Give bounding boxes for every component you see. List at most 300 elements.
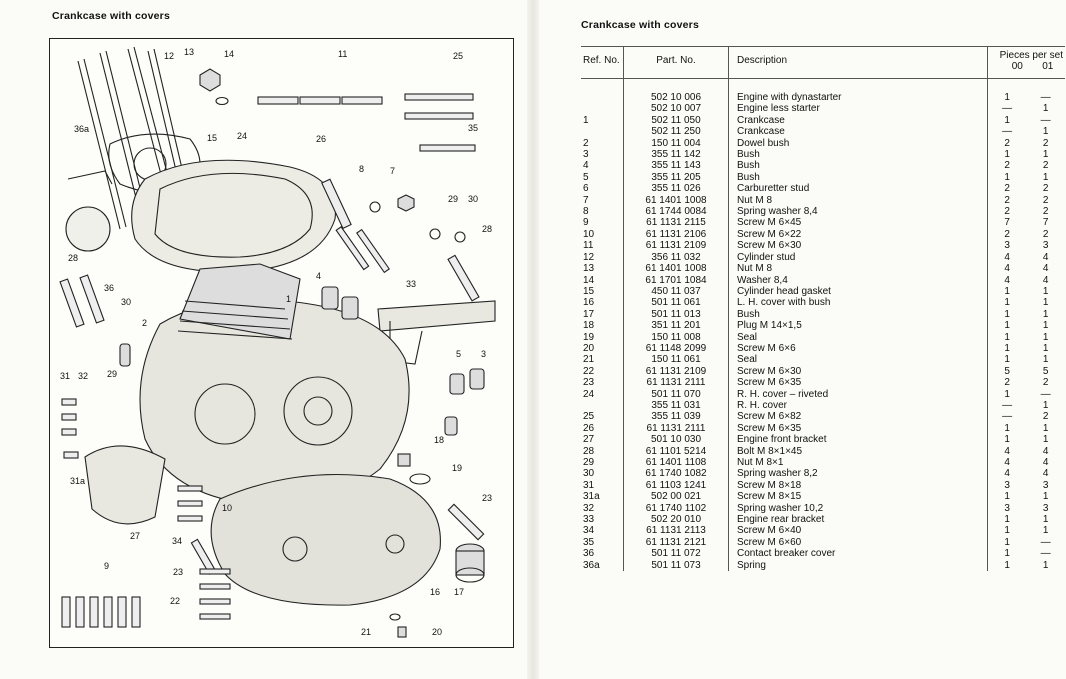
qty-00-cell: 2 xyxy=(1004,160,1010,172)
part-no-cell: 501 11 061 xyxy=(624,297,729,308)
table-row xyxy=(581,172,1065,183)
part-no-cell: 502 11 250 xyxy=(624,126,729,137)
table-row xyxy=(581,286,1065,297)
description-cell: Screw M 6×30 xyxy=(729,240,988,251)
description-cell: Screw M 6×45 xyxy=(729,217,988,228)
table-row xyxy=(581,366,1065,377)
callout-label: 30 xyxy=(468,194,479,204)
exploded-diagram xyxy=(49,38,514,648)
part-no-cell: 61 1740 1082 xyxy=(624,468,729,479)
ref-no-cell: 29 xyxy=(581,457,624,468)
part-no-cell: 355 11 143 xyxy=(624,160,729,171)
part-no-cell: 501 11 072 xyxy=(624,548,729,559)
ref-no-cell: 15 xyxy=(581,286,624,297)
ref-no-cell: 30 xyxy=(581,468,624,479)
part-no-cell: 61 1101 5214 xyxy=(624,446,729,457)
description-cell: Nut M 8 xyxy=(729,195,988,206)
qty-00-cell: — xyxy=(1002,399,1013,411)
callout-label: 9 xyxy=(104,561,110,571)
right-page xyxy=(540,0,1066,679)
ref-no-cell: 16 xyxy=(581,297,624,308)
qty-00-cell: 2 xyxy=(1004,377,1010,389)
ref-no-cell: 31 xyxy=(581,480,624,491)
qty-01-cell: 1 xyxy=(1042,149,1049,161)
table-row xyxy=(581,79,1065,104)
callout-label: 13 xyxy=(184,47,195,57)
qty-01-cell: 2 xyxy=(1042,206,1049,218)
qty-00-cell: 3 xyxy=(1004,479,1010,491)
qty-00-cell: 1 xyxy=(1004,308,1010,320)
table-row xyxy=(581,263,1065,274)
description-header: Description xyxy=(729,47,988,79)
table-row xyxy=(581,480,1065,491)
qty-00-cell: 4 xyxy=(1004,251,1010,263)
qty-00-cell: 4 xyxy=(1004,468,1010,480)
qty-00-cell: 1 xyxy=(1004,491,1010,503)
table-header-row xyxy=(581,47,1065,79)
part-no-cell: 502 20 010 xyxy=(624,514,729,525)
ref-no-cell: 13 xyxy=(581,263,624,274)
callout-label: 36 xyxy=(104,283,115,293)
qty-00-cell: 1 xyxy=(1004,285,1010,297)
part-no-cell: 61 1148 2099 xyxy=(624,343,729,354)
description-cell: Contact breaker cover xyxy=(729,548,988,559)
ref-no-cell: 35 xyxy=(581,537,624,548)
part-no-cell: 61 1131 2106 xyxy=(624,229,729,240)
ref-no-cell: 12 xyxy=(581,252,624,263)
table-row xyxy=(581,217,1065,228)
part-no-cell: 61 1131 2109 xyxy=(624,240,729,251)
ref-no-cell: 31a xyxy=(581,491,624,502)
part-no-cell: 355 11 026 xyxy=(624,183,729,194)
table-row xyxy=(581,229,1065,240)
table-row xyxy=(581,115,1065,126)
callout-label: 25 xyxy=(453,51,464,61)
part-no-cell: 501 10 030 xyxy=(624,434,729,445)
description-cell: Screw M 6×6 xyxy=(729,343,988,354)
table-row xyxy=(581,457,1065,468)
description-cell: Cylinder head gasket xyxy=(729,286,988,297)
callout-label: 36a xyxy=(74,124,90,134)
part-no-cell: 502 10 007 xyxy=(624,103,729,114)
qty-00-cell: 1 xyxy=(1004,171,1010,183)
ref-no-cell: 19 xyxy=(581,332,624,343)
description-cell: Screw M 6×22 xyxy=(729,229,988,240)
callout-label: 27 xyxy=(130,531,141,541)
qty-01-cell: 1 xyxy=(1042,514,1049,526)
qty-00-cell: 1 xyxy=(1004,320,1010,332)
description-cell: L. H. cover with bush xyxy=(729,297,988,308)
ref-no-cell: 18 xyxy=(581,320,624,331)
ref-no-cell: 27 xyxy=(581,434,624,445)
qty-01-cell: — xyxy=(1040,92,1051,103)
callout-label: 32 xyxy=(78,371,89,381)
ref-no-cell: 4 xyxy=(581,160,624,171)
ref-no-cell: 20 xyxy=(581,343,624,354)
ref-no-cell: 33 xyxy=(581,514,624,525)
description-cell: Crankcase xyxy=(729,126,988,137)
qty-01-cell: — xyxy=(1040,114,1051,126)
callout-label: 7 xyxy=(390,166,396,176)
qty-01-cell: 1 xyxy=(1042,559,1049,571)
part-no-cell: 355 11 039 xyxy=(624,411,729,422)
callout-label: 26 xyxy=(316,134,327,144)
callout-label: 29 xyxy=(107,369,118,379)
qty-00-cell: 3 xyxy=(1004,502,1010,514)
callout-label: 19 xyxy=(452,463,463,473)
description-cell: Engine rear bracket xyxy=(729,514,988,525)
qty-01-cell: 2 xyxy=(1042,411,1049,423)
table-row xyxy=(581,126,1065,137)
description-cell: Screw M 8×15 xyxy=(729,491,988,502)
part-no-cell: 355 11 142 xyxy=(624,149,729,160)
qty-00-cell: 1 xyxy=(1004,388,1010,400)
callout-label: 17 xyxy=(454,587,465,597)
ref-no-cell: 32 xyxy=(581,503,624,514)
qty-01-cell: 1 xyxy=(1042,126,1049,138)
qty-00-cell: 5 xyxy=(1004,365,1010,377)
callout-label: 23 xyxy=(173,567,184,577)
qty-01-cell: 1 xyxy=(1042,331,1049,343)
qty-01-cell: 1 xyxy=(1042,308,1049,320)
description-cell: Screw M 6×30 xyxy=(729,366,988,377)
table-row xyxy=(581,400,1065,411)
qty-01-cell: 2 xyxy=(1042,194,1049,206)
pieces-per-set-label: Pieces per set xyxy=(999,50,1063,61)
callout-label: 31a xyxy=(70,476,86,486)
part-no-cell: 502 11 050 xyxy=(624,115,729,126)
qty-00-cell: — xyxy=(1002,411,1013,423)
table-row xyxy=(581,503,1065,514)
variant-00-header: 00 xyxy=(1011,60,1023,72)
table-row xyxy=(581,297,1065,308)
table-row xyxy=(581,183,1065,194)
ref-no-cell: 28 xyxy=(581,446,624,457)
engine-exploded-view xyxy=(50,39,513,647)
variant-01-header: 01 xyxy=(1042,60,1054,72)
qty-01-cell: 1 xyxy=(1042,525,1049,537)
table-row xyxy=(581,149,1065,160)
left-page xyxy=(0,0,520,679)
ref-no-cell xyxy=(581,103,624,114)
callout-label: 29 xyxy=(448,194,459,204)
table-row xyxy=(581,160,1065,171)
table-row xyxy=(581,103,1065,114)
table-row xyxy=(581,275,1065,286)
table-row xyxy=(581,377,1065,388)
table-row xyxy=(581,423,1065,434)
description-cell: Bush xyxy=(729,160,988,171)
ref-no-cell: 6 xyxy=(581,183,624,194)
part-no-cell: 61 1131 2111 xyxy=(624,423,729,434)
qty-00-cell: 1 xyxy=(1004,342,1010,354)
callout-label: 5 xyxy=(456,349,462,359)
qty-01-cell: 1 xyxy=(1042,342,1049,354)
parts-table xyxy=(581,46,1065,571)
qty-01-cell: 1 xyxy=(1042,285,1049,297)
part-no-cell: 356 11 032 xyxy=(624,252,729,263)
part-no-cell: 502 00 021 xyxy=(624,491,729,502)
description-cell: Seal xyxy=(729,332,988,343)
description-cell: Screw M 6×60 xyxy=(729,537,988,548)
description-cell: Screw M 6×82 xyxy=(729,411,988,422)
description-cell: Nut M 8×1 xyxy=(729,457,988,468)
description-cell: Screw M 6×40 xyxy=(729,525,988,536)
qty-01-cell: 4 xyxy=(1042,274,1049,286)
qty-00-cell: 2 xyxy=(1004,194,1010,206)
part-no-cell: 61 1701 1084 xyxy=(624,275,729,286)
qty-01-cell: 1 xyxy=(1042,422,1049,434)
table-row xyxy=(581,138,1065,149)
description-cell: Screw M 8×18 xyxy=(729,480,988,491)
table-row xyxy=(581,537,1065,548)
callout-label: 31 xyxy=(60,371,71,381)
callout-label: 11 xyxy=(338,49,348,59)
description-cell: Bolt M 8×1×45 xyxy=(729,446,988,457)
qty-01-cell: 4 xyxy=(1042,457,1049,468)
ref-no-header: Ref. No. xyxy=(581,47,624,79)
ref-no-cell: 24 xyxy=(581,389,624,400)
qty-00-cell: 1 xyxy=(1004,559,1010,571)
qty-00-cell: — xyxy=(1002,103,1013,115)
part-no-cell: 450 11 037 xyxy=(624,286,729,297)
callout-label: 30 xyxy=(121,297,132,307)
callout-label: 23 xyxy=(482,493,493,503)
qty-00-cell: 2 xyxy=(1004,206,1010,218)
qty-01-cell: 7 xyxy=(1042,217,1049,229)
part-no-cell: 501 11 070 xyxy=(624,389,729,400)
qty-01-cell: — xyxy=(1040,548,1051,560)
ref-no-cell: 5 xyxy=(581,172,624,183)
ref-no-cell: 22 xyxy=(581,366,624,377)
callout-label: 28 xyxy=(482,224,493,234)
qty-01-cell: 3 xyxy=(1042,502,1049,514)
ref-no-cell: 36 xyxy=(581,548,624,559)
parts-list-title: Crankcase with covers xyxy=(581,19,700,31)
description-cell: Nut M 8 xyxy=(729,263,988,274)
qty-00-cell: 1 xyxy=(1004,149,1010,161)
qty-01-cell: 1 xyxy=(1042,354,1049,366)
ref-no-cell: 17 xyxy=(581,309,624,320)
table-row xyxy=(581,252,1065,263)
description-cell: Crankcase xyxy=(729,115,988,126)
qty-00-cell: 2 xyxy=(1004,137,1010,149)
description-cell: Dowel bush xyxy=(729,138,988,149)
description-cell: Screw M 6×35 xyxy=(729,377,988,388)
ref-no-cell: 2 xyxy=(581,138,624,149)
qty-01-cell: 4 xyxy=(1042,445,1049,457)
qty-00-cell: 1 xyxy=(1004,354,1010,366)
parts-table-body xyxy=(581,79,1065,572)
qty-00-cell: 1 xyxy=(1004,514,1010,526)
ref-no-cell: 3 xyxy=(581,149,624,160)
callout-label: 35 xyxy=(468,123,479,133)
ref-no-cell: 8 xyxy=(581,206,624,217)
part-no-cell: 61 1131 2115 xyxy=(624,217,729,228)
qty-00-cell: 4 xyxy=(1004,274,1010,286)
table-row xyxy=(581,411,1065,422)
description-cell: Spring xyxy=(729,560,988,571)
table-row xyxy=(581,195,1065,206)
ref-no-cell: 36a xyxy=(581,560,624,571)
ref-no-cell: 26 xyxy=(581,423,624,434)
description-cell: Engine front bracket xyxy=(729,434,988,445)
qty-00-cell: 4 xyxy=(1004,445,1010,457)
diagram-title: Crankcase with covers xyxy=(52,10,171,22)
part-no-cell: 355 11 205 xyxy=(624,172,729,183)
callout-label: 3 xyxy=(481,349,487,359)
ref-no-cell: 11 xyxy=(581,240,624,251)
callout-label: 15 xyxy=(207,133,218,143)
description-cell: Cylinder stud xyxy=(729,252,988,263)
pieces-per-set-header xyxy=(988,47,1066,79)
table-row xyxy=(581,446,1065,457)
qty-00-cell: 1 xyxy=(1004,92,1010,103)
qty-00-cell: 2 xyxy=(1004,228,1010,240)
part-no-cell: 351 11 201 xyxy=(624,320,729,331)
table-row xyxy=(581,468,1065,479)
callout-label: 1 xyxy=(286,294,292,304)
qty-00-cell: — xyxy=(1002,126,1013,138)
description-cell: Screw M 6×35 xyxy=(729,423,988,434)
qty-01-cell: 4 xyxy=(1042,251,1049,263)
callout-label: 34 xyxy=(172,536,183,546)
callout-label: 33 xyxy=(406,279,417,289)
description-cell: Plug M 14×1,5 xyxy=(729,320,988,331)
table-row xyxy=(581,332,1065,343)
description-cell: Bush xyxy=(729,309,988,320)
part-no-cell: 61 1131 2109 xyxy=(624,366,729,377)
description-cell: Spring washer 10,2 xyxy=(729,503,988,514)
table-row xyxy=(581,343,1065,354)
qty-01-cell: 1 xyxy=(1042,171,1049,183)
table-row xyxy=(581,514,1065,525)
description-cell: Spring washer 8,2 xyxy=(729,468,988,479)
table-row xyxy=(581,389,1065,400)
qty-01-cell: — xyxy=(1040,388,1051,400)
table-row xyxy=(581,309,1065,320)
part-no-cell: 150 11 008 xyxy=(624,332,729,343)
qty-01-cell: 1 xyxy=(1042,297,1049,309)
table-row xyxy=(581,491,1065,502)
ref-no-cell: 9 xyxy=(581,217,624,228)
qty-01-cell: 4 xyxy=(1042,468,1049,480)
callout-label: 12 xyxy=(164,51,175,61)
description-cell: Bush xyxy=(729,149,988,160)
qty-00-cell: 1 xyxy=(1004,434,1010,446)
qty-00-cell: 3 xyxy=(1004,240,1010,252)
qty-01-cell: 2 xyxy=(1042,228,1049,240)
qty-00-cell: 1 xyxy=(1004,548,1010,560)
qty-00-cell: 1 xyxy=(1004,114,1010,126)
callout-label: 20 xyxy=(432,627,443,637)
table-row xyxy=(581,434,1065,445)
description-cell: Washer 8,4 xyxy=(729,275,988,286)
callout-label: 28 xyxy=(68,253,79,263)
ref-no-cell: 1 xyxy=(581,115,624,126)
callout-label: 21 xyxy=(361,627,372,637)
ref-no-cell xyxy=(581,400,624,411)
part-no-cell: 61 1744 0084 xyxy=(624,206,729,217)
qty-00-cell: 1 xyxy=(1004,297,1010,309)
callout-label: 14 xyxy=(224,49,235,59)
part-no-cell: 61 1401 1008 xyxy=(624,263,729,274)
qty-01-cell: 5 xyxy=(1042,365,1049,377)
part-no-cell: 61 1131 2111 xyxy=(624,377,729,388)
table-row xyxy=(581,320,1065,331)
part-no-cell: 501 11 073 xyxy=(624,560,729,571)
ref-no-cell: 7 xyxy=(581,195,624,206)
description-cell: Carburetter stud xyxy=(729,183,988,194)
qty-01-cell: 3 xyxy=(1042,479,1049,491)
ref-no-cell: 23 xyxy=(581,377,624,388)
ref-no-cell: 14 xyxy=(581,275,624,286)
qty-01-cell: — xyxy=(1040,536,1051,548)
table-row xyxy=(581,525,1065,536)
callout-label: 10 xyxy=(222,503,233,513)
description-cell: Engine with dynastarter xyxy=(729,79,988,104)
qty-01-cell: 1 xyxy=(1042,434,1049,446)
part-no-cell: 150 11 004 xyxy=(624,138,729,149)
qty-01-cell: 1 xyxy=(1042,103,1049,115)
callout-label: 24 xyxy=(237,131,248,141)
callout-label: 4 xyxy=(316,271,322,281)
part-no-cell: 501 11 013 xyxy=(624,309,729,320)
qty-00-cell: 1 xyxy=(1004,422,1010,434)
table-row xyxy=(581,240,1065,251)
qty-01-cell: 2 xyxy=(1042,137,1049,149)
callout-label: 22 xyxy=(170,596,181,606)
ref-no-cell: 34 xyxy=(581,525,624,536)
qty-01-cell: 1 xyxy=(1042,399,1049,411)
part-no-cell: 61 1103 1241 xyxy=(624,480,729,491)
ref-no-cell xyxy=(581,126,624,137)
qty-00-cell: 2 xyxy=(1004,183,1010,195)
description-cell: Bush xyxy=(729,172,988,183)
qty-01-cell: 2 xyxy=(1042,160,1049,172)
part-no-header: Part. No. xyxy=(624,47,729,79)
table-row xyxy=(581,354,1065,365)
table-row xyxy=(581,560,1065,571)
ref-no-cell: 25 xyxy=(581,411,624,422)
callout-label: 2 xyxy=(142,318,148,328)
callout-label: 16 xyxy=(430,587,441,597)
table-row xyxy=(581,206,1065,217)
part-no-cell: 61 1401 1108 xyxy=(624,457,729,468)
description-cell: R. H. cover – riveted xyxy=(729,389,988,400)
qty-01-cell: 4 xyxy=(1042,263,1049,275)
part-no-cell: 502 10 006 xyxy=(624,79,729,104)
part-no-cell: 61 1131 2121 xyxy=(624,537,729,548)
part-no-cell: 355 11 031 xyxy=(624,400,729,411)
callout-label: 8 xyxy=(359,164,365,174)
description-cell: Spring washer 8,4 xyxy=(729,206,988,217)
qty-00-cell: 1 xyxy=(1004,525,1010,537)
qty-01-cell: 2 xyxy=(1042,377,1049,389)
qty-00-cell: 7 xyxy=(1004,217,1010,229)
part-no-cell: 61 1401 1008 xyxy=(624,195,729,206)
part-no-cell: 150 11 061 xyxy=(624,354,729,365)
qty-01-cell: 3 xyxy=(1042,240,1049,252)
callout-label: 18 xyxy=(434,435,445,445)
qty-01-cell: 2 xyxy=(1042,183,1049,195)
ref-no-cell: 21 xyxy=(581,354,624,365)
qty-00-cell: 4 xyxy=(1004,457,1010,468)
ref-no-cell: 10 xyxy=(581,229,624,240)
book-spine xyxy=(527,0,539,679)
table-row xyxy=(581,548,1065,559)
qty-01-cell: 1 xyxy=(1042,320,1049,332)
